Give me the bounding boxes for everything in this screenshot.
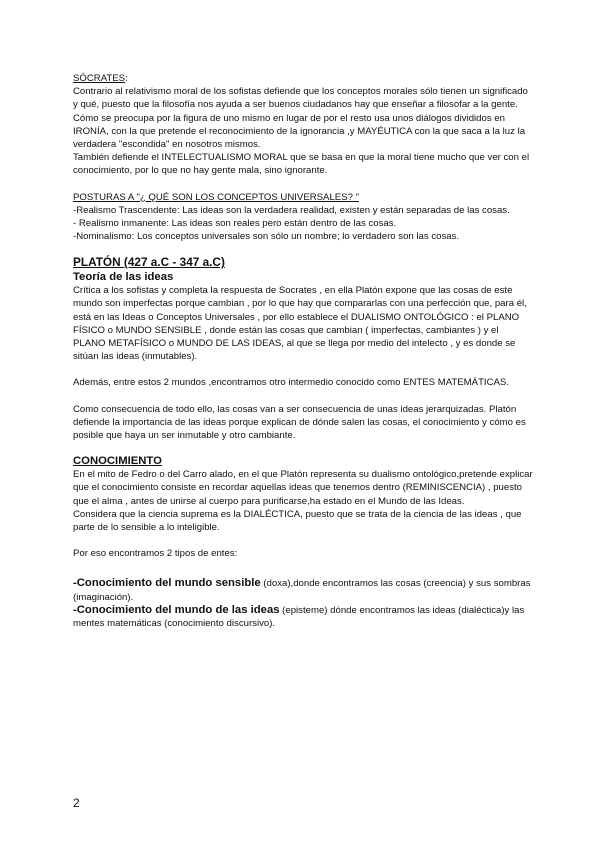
teoria-ideas-heading: Teoría de las ideas bbox=[73, 271, 174, 284]
posturas-item-nominalismo: -Nominalismo: Los conceptos universales son sólo un nombre; lo verdadero son las cosas. bbox=[73, 231, 460, 243]
conocimiento-heading: CONOCIMIENTO bbox=[73, 455, 162, 468]
posturas-heading: POSTURAS A "¿ QUÉ SON LOS CONCEPTOS UNIVERSALES? " bbox=[73, 191, 359, 203]
socrates-paragraph-2: Cómo se preocupa por la figura de uno mismo en lugar de por el resto usa unos diálogos divididos en IRONÍA, con la que pretende el reconocimiento de la ignorancia ,y MAYÉUTICA con la que saca a la luz la verdadera "escondida" en nosotros mismos. bbox=[73, 112, 526, 151]
conocimiento-paragraph-3: Por eso encontramos 2 tipos de entes: bbox=[73, 548, 238, 560]
socrates-heading-colon: : bbox=[125, 73, 128, 84]
conocimiento-item-ideas-text: (episteme) dónde encontramos las ideas (dialéctica)y las mentes matemáticas (conocimiento discursivo). bbox=[73, 604, 525, 630]
conocimiento-item-ideas-lead: -Conocimiento del mundo de las ideas bbox=[73, 603, 280, 616]
document-page bbox=[73, 72, 533, 630]
page-number: 2 bbox=[73, 796, 80, 810]
conocimiento-paragraph-2: Considera que la ciencia suprema es la DIALÉCTICA, puesto que se trata de la ciencia de las ideas , que parte de lo sensible a lo inteligible. bbox=[73, 508, 522, 534]
conocimiento-paragraph-1: En el mito de Fedro o del Carro alado, en el que Platón representa su dualismo ontológico,pretende explicar que el conocimiento consiste en recordar aquellas ideas que tenemos dentro (REMINISCENCIA) , puesto que el alma , antes de unirse al cuerpo para purificarse,ha estado en el Mundo de las Ideas. bbox=[73, 469, 533, 507]
posturas-item-realismo-inmanente: - Realismo inmanente: Las ideas son reales pero están dentro de las cosas. bbox=[73, 217, 397, 229]
socrates-paragraph-3: También defiende el INTELECTUALISMO MORAL que se basa en que la moral tiene mucho que ver con el conocimiento, por lo que no hay gente mala, sino ignorante. bbox=[73, 152, 530, 177]
platon-paragraph-3: Como consecuencia de todo ello, las cosas van a ser consecuencia de unas ideas jerarquizadas. Platón defiende la importancia de las ideas porque explican de dónde salen las cosas, el conocimiento y cómo es posible que haya un ser inmutable y otro cambiante. bbox=[73, 403, 526, 442]
socrates-heading-line bbox=[73, 72, 533, 85]
conocimiento-item-ideas bbox=[73, 604, 533, 630]
conocimiento-item-sensible-text: (doxa),donde encontramos las cosas (creencia) y sus sombras (imaginación). bbox=[73, 578, 531, 603]
socrates-paragraph-1: Contrario al relativismo moral de los sofistas defiende que los conceptos morales sólo tienen un significado y qué, puesto que la filosofía nos ayuda a ser buenos ciudadanos hay que enseñar a filosofar a la gente. bbox=[73, 86, 528, 111]
conocimiento-item-sensible-lead: -Conocimiento del mundo sensible bbox=[73, 577, 261, 590]
platon-paragraph-1: Crítica a los sofistas y completa la respuesta de Socrates , en ella Platón expone que las cosas de este mundo son imperfectas porque cambian , por lo que hay que compararlas con una perfección que, para él, está en las Ideas o Conceptos Universales , por ello establece el DUALISMO ONTOLÓGICO : el PLANO FÍSICO o MUNDO SENSIBLE , donde están las cosas que cambian ( imperfectas, cambiantes ) y el PLANO METAFÍSICO o MUNDO DE LAS IDEAS, al que se llega por medio del intelecto , y es donde se sitúan las ideas (inmutables). bbox=[73, 285, 527, 363]
platon-heading: PLATÓN (427 a.C - 347 a.C) bbox=[73, 255, 225, 270]
posturas-item-realismo-trascendente: -Realismo Trascendente: Las ideas son la verdadera realidad, existen y están separadas de las cosas. bbox=[73, 204, 510, 216]
socrates-heading: SÓCRATES bbox=[73, 73, 126, 84]
platon-paragraph-2: Además, entre estos 2 mundos ,encontramos otro intermedio conocido como ENTES MATEMÁTICAS. bbox=[73, 377, 509, 389]
conocimiento-item-sensible bbox=[73, 577, 533, 603]
